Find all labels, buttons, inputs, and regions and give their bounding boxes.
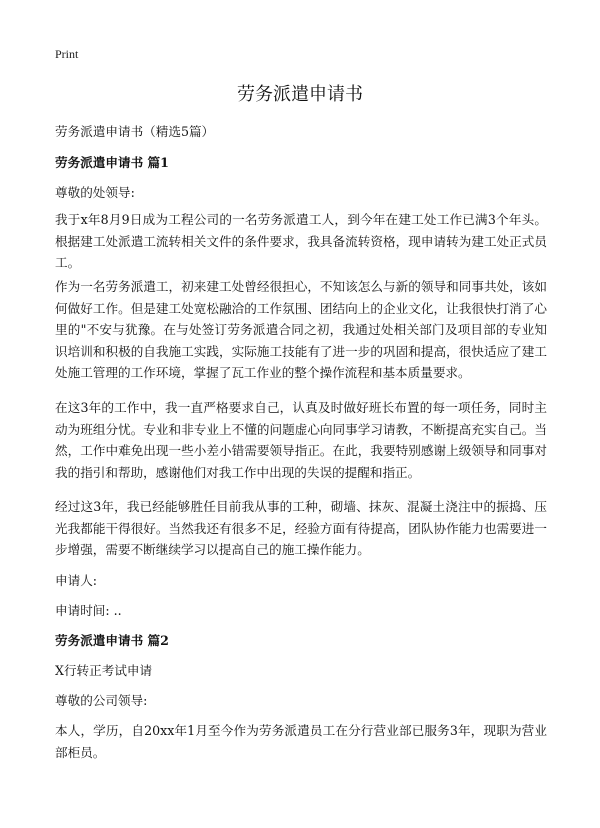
page-title: 劳务派遣申请书 bbox=[237, 84, 363, 105]
print-link[interactable]: Print bbox=[55, 47, 79, 61]
paragraph-1-3: 在这3年的工作中，我一直严格要求自己，认真及时做好班长布置的每一项任务，同时主动为班组分忧。专业和非专业上不懂的问题虚心向同事学习请教，不断提高充实自己。当然，工作中难免出现一些小差小错需要领导指正。在此，我要特别感谢上级领导和同事对我的指引和帮助，感谢他们对我工作中出现的失误的提醒和指正。 bbox=[55, 400, 547, 480]
salutation-1: 尊敬的处领导: bbox=[55, 185, 135, 200]
application-date-line: 申请时间: .. bbox=[55, 603, 122, 618]
paragraph-1-4: 经过这3年，我已经能够胜任目前我从事的工种，砌墙、抹灰、混凝土浇注中的振捣、压光我都能干得很好。当然我还有很多不足，经验方面有待提高，团队协作能力也需要进一步增强，需要不断继续学习以提高自己的施工操作能力。 bbox=[55, 499, 547, 558]
document-subtitle: 劳务派遣申请书（精选5篇） bbox=[55, 124, 215, 139]
paragraph-2-1: 本人，学历，自20xx年1月至今作为劳务派遣员工在分行营业部已服务3年，现职为营业部柜员。 bbox=[55, 723, 547, 760]
section-heading-2: 劳务派遣申请书 篇2 bbox=[55, 633, 169, 648]
salutation-2: 尊敬的公司领导: bbox=[55, 693, 148, 708]
section2-line1: X行转正考试申请 bbox=[55, 663, 153, 678]
paragraph-1-1: 我于x年8月9日成为工程公司的一名劳务派遣工人，到今年在建工处工作已满3个年头。根据建工处派遣工流转相关文件的条件要求，我具备流转资格，现申请转为建工处正式员工。 bbox=[55, 212, 547, 271]
applicant-line: 申请人: bbox=[55, 573, 98, 588]
paragraph-1-2: 作为一名劳务派遣工，初来建工处曾经很担心，不知该怎么与新的领导和同事共处，该如何做好工作。但是建工处宽松融洽的工作氛围、团结向上的企业文化，让我很快打消了心里的"不安与犹豫。在与处签订劳务派遣合同之初，我通过处相关部门及项目部的专业知识培训和积极的自我施工实践，实际施工技能有了进一步的巩固和提高，很快适应了建工处施工管理的工作环境，掌握了瓦工作业的整个操作流程和基本质量要求。 bbox=[55, 279, 547, 381]
section-heading-1: 劳务派遣申请书 篇1 bbox=[55, 155, 169, 170]
